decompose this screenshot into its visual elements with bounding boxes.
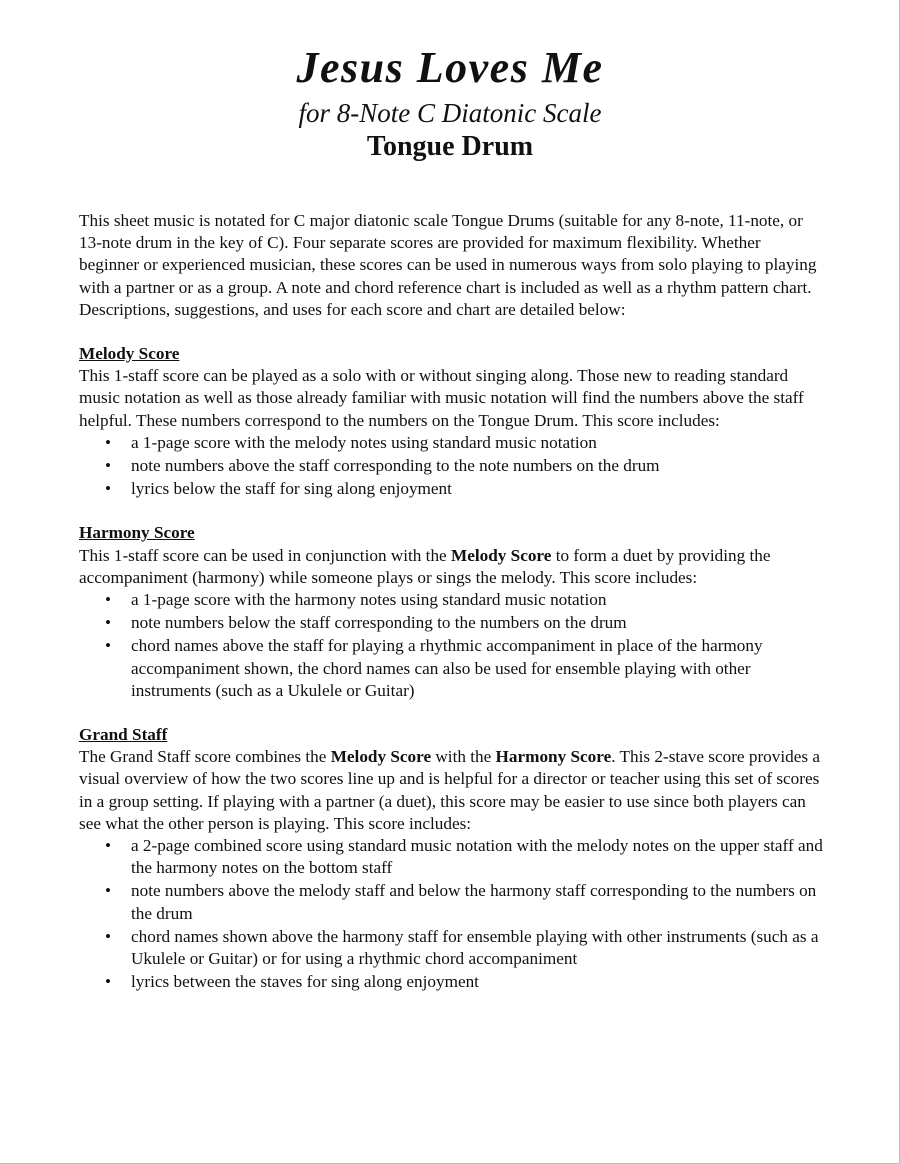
list-item-text: lyrics between the staves for sing along enjoyment xyxy=(131,972,479,992)
list-item-text: note numbers above the staff corresponding to the note numbers on the drum xyxy=(131,456,660,476)
bullet-icon: • xyxy=(105,636,112,656)
list-item-text: chord names shown above the harmony staff for ensemble playing with other instruments (such as a Ukulele or Guitar) or for using a rhythmic chord accompaniment xyxy=(131,926,819,969)
harmony-score-description xyxy=(79,545,824,589)
grand-bold-melody-score: Melody Score xyxy=(330,747,432,767)
list-item-text: a 2-page combined score using standard music notation with the melody notes on the upper staff and the harmony notes on the bottom staff xyxy=(131,836,823,878)
grand-staff-section xyxy=(79,724,824,993)
harmony-text-part1: This 1-staff score can be used in conjunction with the xyxy=(79,545,451,565)
list-item-text: note numbers below the staff corresponding to the numbers on the drum xyxy=(131,613,627,633)
harmony-bold-melody-score: Melody Score xyxy=(450,545,552,565)
list-item xyxy=(105,589,824,611)
list-item-text: a 1-page score with the harmony notes using standard music notation xyxy=(131,590,607,610)
bullet-icon: • xyxy=(105,613,112,633)
list-item xyxy=(105,971,824,993)
document-title: Jesus Loves Me xyxy=(296,43,604,92)
document-subtitle: for 8-Note C Diatonic Scale xyxy=(298,98,602,128)
document-body xyxy=(79,210,824,1016)
list-item xyxy=(105,835,824,879)
bullet-icon: • xyxy=(105,881,112,901)
bullet-icon: • xyxy=(105,972,112,992)
grand-text-part3: . This 2-stave score provides a visual overview of how the two scores line up and is helpful for a director or teacher using this set of scores in a group setting. If playing with a partner (a duet), this score may be easier to use since both players can see what the other person is playing. This score includes: xyxy=(79,747,820,833)
melody-score-section xyxy=(79,343,824,500)
grand-staff-list xyxy=(79,835,824,993)
list-item xyxy=(105,432,824,454)
list-item-text: chord names above the staff for playing a rhythmic accompaniment in place of the harmony accompaniment shown, the chord names can also be used for ensemble playing with other instruments (such as a Ukulele or Guitar) xyxy=(131,636,763,700)
harmony-score-section xyxy=(79,522,824,702)
bullet-icon: • xyxy=(105,590,112,610)
list-item-text: note numbers above the melody staff and below the harmony staff corresponding to the numbers on the drum xyxy=(131,881,817,923)
bullet-icon: • xyxy=(105,456,112,476)
instrument-heading: Tongue Drum xyxy=(366,131,534,162)
bullet-icon: • xyxy=(105,836,112,856)
list-item xyxy=(105,880,824,924)
harmony-score-list xyxy=(79,589,824,702)
intro-paragraph: This sheet music is notated for C major diatonic scale Tongue Drums (suitable for any 8-note, 11-note, or 13-note drum in the key of C). Four separate scores are provided for maximum flexibility. Whether beginner or experienced musician, these scores can be used in numerous ways from solo playing to playing with a partner or as a group. A note and chord reference chart is included as well as a rhythm pattern chart. Descriptions, suggestions, and uses for each score and chart are detailed below: xyxy=(79,211,817,319)
melody-score-description: This 1-staff score can be played as a solo with or without singing along. Those new to reading standard music notation as well as those already familiar with music notation will find the numbers above the staff helpful. These numbers correspond to the numbers on the Tongue Drum. This score includes: xyxy=(79,366,804,430)
bullet-icon: • xyxy=(105,926,112,946)
grand-staff-description xyxy=(79,746,824,835)
document-header xyxy=(0,40,900,164)
harmony-text-part2: to form a duet by providing the accompaniment (harmony) while someone plays or sings the melody. This score includes: xyxy=(79,545,771,587)
bullet-icon: • xyxy=(105,479,112,499)
list-item xyxy=(105,635,824,702)
list-item xyxy=(105,612,824,634)
melody-score-heading: Melody Score xyxy=(79,344,180,364)
list-item-text: lyrics below the staff for sing along enjoyment xyxy=(131,479,452,499)
list-item xyxy=(105,478,824,500)
grand-staff-heading: Grand Staff xyxy=(79,725,168,745)
grand-text-part1: The Grand Staff score combines the xyxy=(79,747,331,767)
bullet-icon: • xyxy=(105,432,112,452)
list-item xyxy=(105,926,824,970)
harmony-score-heading: Harmony Score xyxy=(79,523,195,543)
grand-text-part2: with the xyxy=(431,747,496,767)
melody-score-list xyxy=(79,432,824,501)
grand-bold-harmony-score: Harmony Score xyxy=(495,747,612,767)
list-item-text: a 1-page score with the melody notes using standard music notation xyxy=(131,432,597,452)
list-item xyxy=(105,455,824,477)
